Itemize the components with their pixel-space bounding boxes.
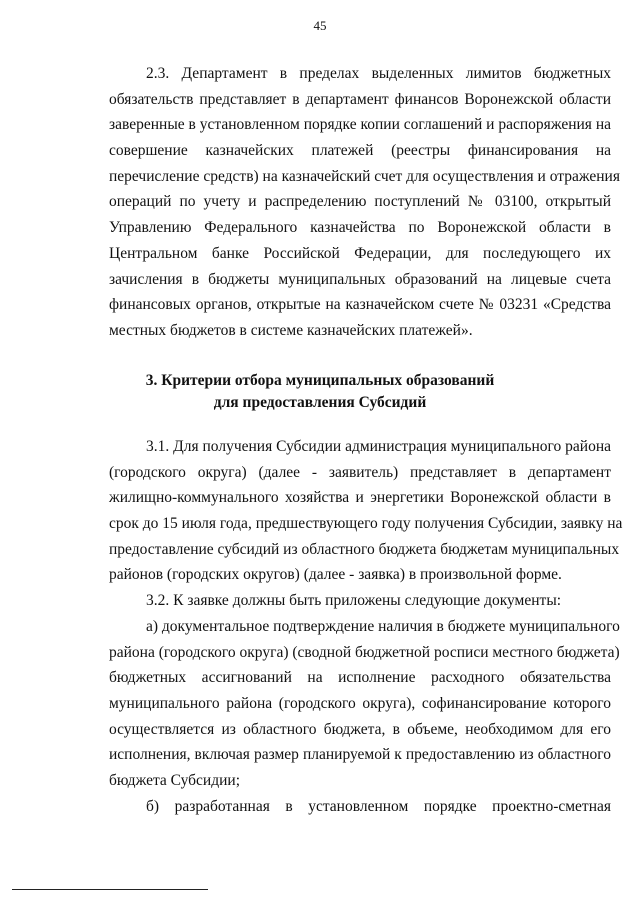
- text-line: района (городского округа) (сводной бюджетной росписи местного бюджета): [109, 643, 620, 661]
- text-line: б) разработанная в установленном порядке проектно-сметная: [146, 797, 611, 815]
- text-line: местных бюджетов в системе казначейских платежей».: [109, 321, 473, 339]
- text-line: 2.3. Департамент в пределах выделенных лимитов бюджетных: [146, 65, 611, 82]
- text-line: районов (городских округов) (далее - заявка) в произвольной форме.: [109, 566, 562, 584]
- text-line: срок до 15 июля года, предшествующего году получения Субсидии, заявку на: [109, 515, 623, 533]
- text-line: перечисление средств) на казначейский счет для осуществления и отражения: [109, 167, 620, 185]
- text-line: финансовых органов, открытые на казначейском счете № 03231 «Средства: [109, 296, 611, 314]
- text-line: предоставление субсидий из областного бюджета бюджетам муниципальных: [109, 540, 620, 558]
- text-line: обязательств представляет в департамент финансов Воронежской области: [109, 90, 611, 108]
- text-line: (городского округа) (далее - заявитель) представляет в департамент: [109, 463, 611, 481]
- text-line: бюджетных ассигнований на исполнение расходного обязательства: [109, 669, 611, 687]
- section-2-3-paragraph: [109, 61, 620, 344]
- text-line: совершение казначейских платежей (реестры финансирования на: [109, 142, 611, 160]
- text-line: 3.2. К заявке должны быть приложены следующие документы:: [146, 592, 562, 610]
- footer-rule: [12, 889, 208, 890]
- text-line: исполнения, включая размер планируемой к предоставлению из областного: [109, 746, 611, 764]
- section-3-heading: [0, 370, 640, 414]
- text-line: бюджета Субсидии;: [109, 771, 241, 789]
- text-line: зачисления в бюджеты муниципальных образований на лицевые счета: [109, 270, 611, 288]
- text-line: операций по учету и распределению поступлений № 03100, открытый: [109, 193, 611, 211]
- text-line: Центральном банке Российской Федерации, для последующего их: [109, 244, 611, 262]
- page-number: 45: [313, 18, 327, 33]
- text-line: муниципального района (городского округа), софинансирование которого: [109, 694, 611, 712]
- text-line: осуществляется из областного бюджета, в объеме, необходимом для его: [109, 720, 611, 738]
- section-3-paragraphs: [109, 434, 623, 819]
- text-line: Управлению Федерального казначейства по Воронежской области в: [109, 219, 611, 237]
- text-line: 3.1. Для получения Субсидии администрация муниципального района: [146, 438, 611, 455]
- text-line: заверенные в установленном порядке копии соглашений и распоряжения на: [109, 116, 611, 134]
- heading-line: для предоставления Субсидий: [213, 394, 427, 411]
- text-line: жилищно-коммунального хозяйства и энергетики Воронежской области в: [109, 489, 611, 507]
- text-line: а) документальное подтверждение наличия в бюджете муниципального: [146, 617, 620, 635]
- heading-line: 3. Критерии отбора муниципальных образований: [145, 372, 495, 389]
